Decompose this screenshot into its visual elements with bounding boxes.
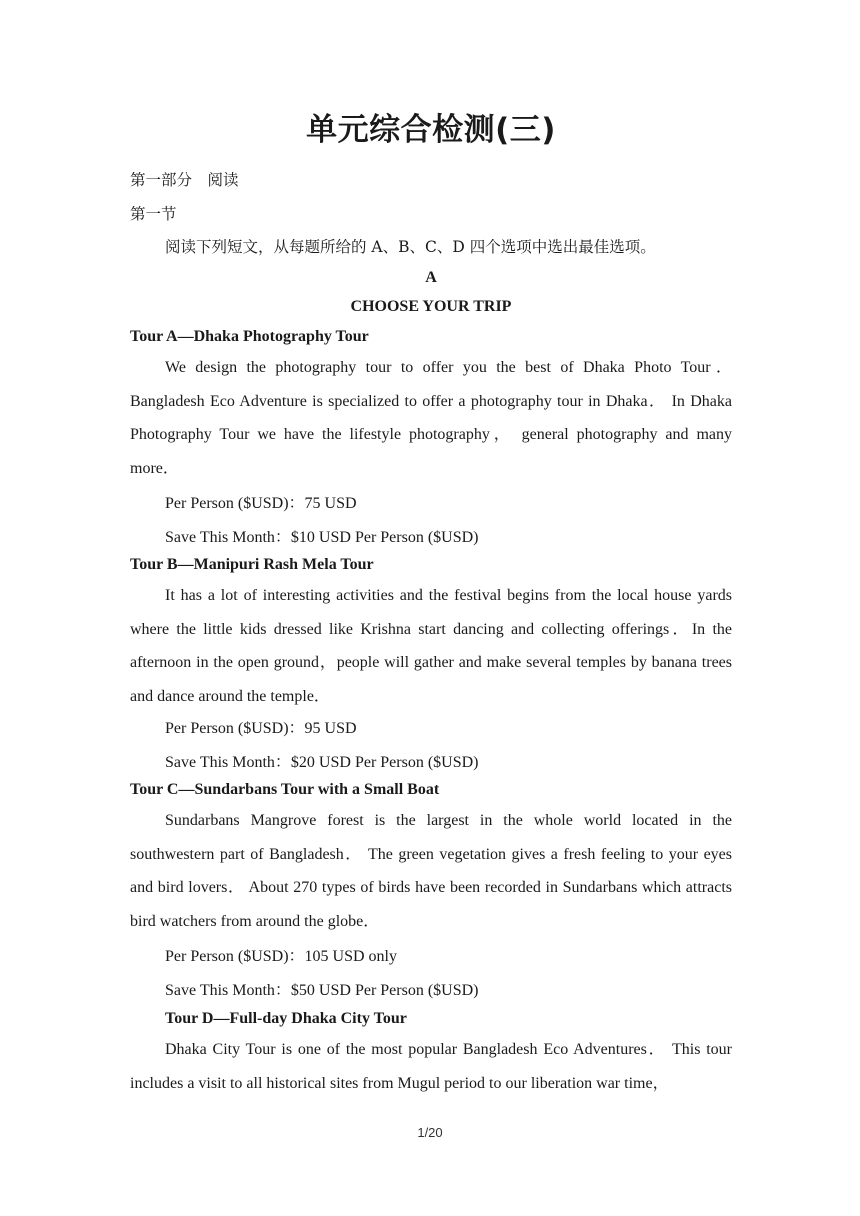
tour-b-body: It has a lot of interesting activities and the festival begins from the local house yards where the little kids dressed like Krishna start dancing and collecting offerings．In the afternoon in the open ground，people will gather and make several temples by banana trees and dance around the temple．: [130, 587, 732, 705]
tour-c-body: Sundarbans Mangrove forest is the largest in the whole world located in the southwestern part of Bangladesh． The green vegetation gives a fresh feeling to your eyes and bird lovers． About 270 types of birds have been recorded in Sundarbans which attracts bird watchers from around the globe．: [130, 812, 732, 930]
section-heading: 第一节: [130, 205, 177, 223]
tour-b-title: Tour B—Manipuri Rash Mela Tour: [130, 556, 374, 573]
instruction-text: 阅读下列短文，从每题所给的 A、B、C、D 四个选项中选出最佳选项。: [165, 238, 656, 256]
tour-d-title: Tour D—Full-day Dhaka City Tour: [165, 1010, 407, 1027]
document-page: [130, 0, 732, 1216]
tour-a-price: Per Person ($USD)：75 USD: [165, 495, 357, 512]
tour-d-body: Dhaka City Tour is one of the most popular Bangladesh Eco Adventures． This tour includes a visit to all historical sites from Mugul period to our liberation war time，: [130, 1041, 733, 1092]
tour-a-save: Save This Month：$10 USD Per Person ($USD): [165, 529, 479, 546]
passage-title: CHOOSE YOUR TRIP: [350, 298, 512, 315]
tour-b-save: Save This Month：$20 USD Per Person ($USD): [165, 754, 479, 771]
passage-letter: A: [425, 269, 437, 286]
tour-b-price: Per Person ($USD)：95 USD: [165, 720, 357, 737]
page-title: 单元综合检测(三): [306, 112, 556, 148]
tour-c-save: Save This Month：$50 USD Per Person ($USD): [165, 982, 479, 999]
tour-c-title: Tour C—Sundarbans Tour with a Small Boat: [130, 781, 440, 798]
tour-c-price: Per Person ($USD)：105 USD only: [165, 948, 398, 965]
tour-a-title: Tour A—Dhaka Photography Tour: [130, 328, 369, 345]
tour-a-body: We design the photography tour to offer you the best of Dhaka Photo Tour． Bangladesh Eco Adventure is specialized to offer a photography tour in Dhaka． In Dhaka Photography Tour we have the lifestyle photography， general photography and many more．: [130, 359, 732, 477]
page-number: 1/20: [417, 1125, 443, 1140]
part-heading: 第一部分 阅读: [130, 171, 239, 189]
